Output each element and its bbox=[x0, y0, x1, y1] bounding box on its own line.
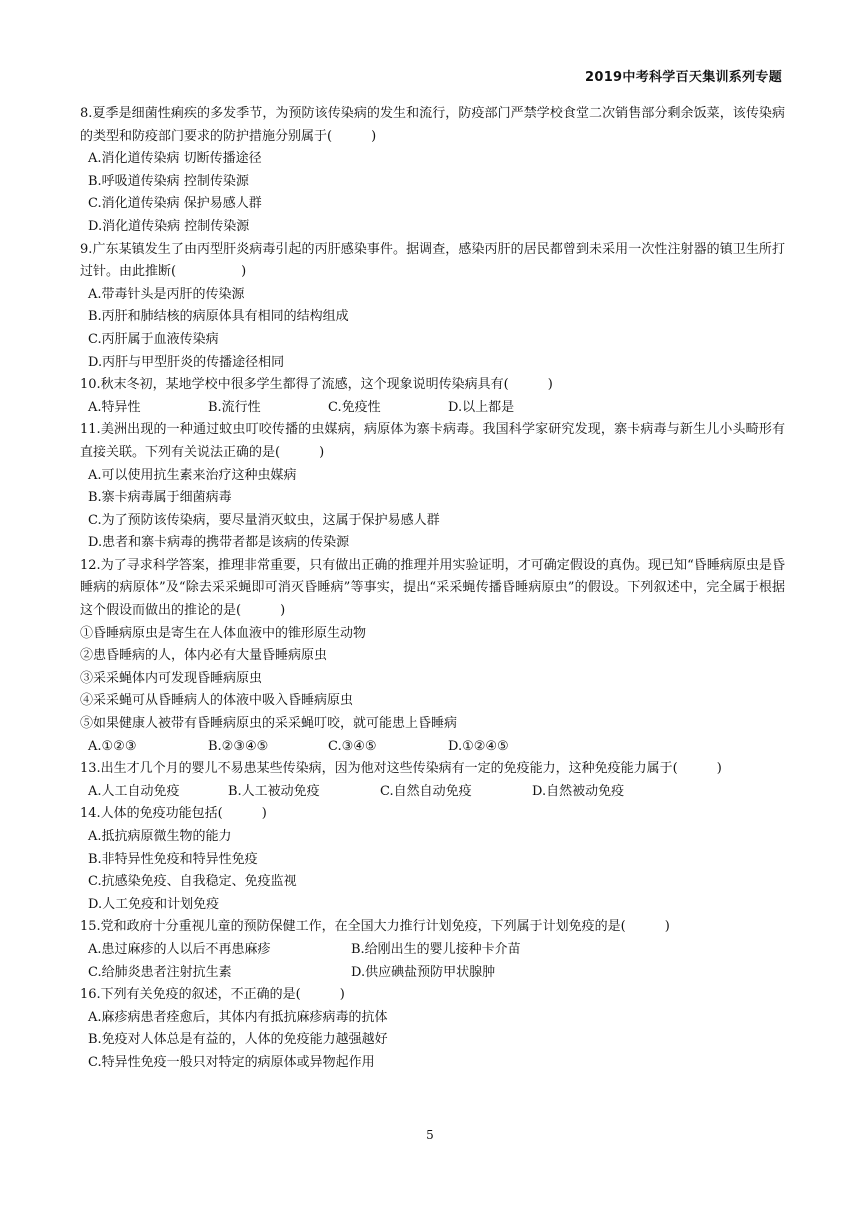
option-c: C.特异性免疫一般只对特定的病原体或异物起作用 bbox=[88, 1054, 375, 1070]
option-d: D.丙肝与甲型肝炎的传播途径相同 bbox=[88, 354, 285, 370]
option-a: A.抵抗病原微生物的能力 bbox=[88, 829, 232, 844]
option-b: B.②③④⑤ bbox=[208, 738, 269, 754]
option-c: C.给肺炎患者注射抗生素 bbox=[88, 964, 232, 980]
page-header: 2019中考科学百天集训系列专题 bbox=[585, 70, 782, 85]
option-c: C.丙肝属于血液传染病 bbox=[88, 331, 219, 347]
question-11 bbox=[80, 419, 785, 555]
option-a: A.①②③ bbox=[88, 738, 137, 754]
option-b: B.给刚出生的婴儿接种卡介苗 bbox=[351, 941, 521, 957]
option-a: A.麻疹病患者痊愈后，其体内有抵抗麻疹病毒的抗体 bbox=[88, 1009, 388, 1025]
option-c: C.③④⑤ bbox=[328, 738, 377, 754]
options-row bbox=[80, 736, 785, 759]
question-stem: 16.下列有关免疫的叙述，不正确的是( ) bbox=[80, 987, 345, 1003]
options-row bbox=[80, 397, 785, 420]
question-stem: 10.秋末冬初，某地学校中很多学生都得了流感，这个现象说明传染病具有( ) bbox=[80, 377, 553, 393]
option-a: A.可以使用抗生素来治疗这种虫媒病 bbox=[88, 467, 297, 483]
options-row bbox=[80, 962, 785, 985]
option-a: A.特异性 bbox=[88, 399, 141, 415]
option-a: A.人工自动免疫 bbox=[88, 783, 180, 799]
question-12 bbox=[80, 555, 785, 758]
option-b: B.免疫对人体总是有益的，人体的免疫能力越强越好 bbox=[88, 1032, 388, 1048]
statement-4: ④采采蝇可从昏睡病人的体液中吸入昏睡病原虫 bbox=[80, 693, 354, 709]
option-d: D.消化道传染病 控制传染源 bbox=[88, 218, 250, 234]
option-b: B.人工被动免疫 bbox=[228, 783, 320, 799]
question-14 bbox=[80, 803, 785, 916]
option-a: A.带毒针头是丙肝的传染源 bbox=[88, 286, 245, 302]
option-d: D.人工免疫和计划免疫 bbox=[88, 896, 220, 912]
question-stem: 9.广东某镇发生了由丙型肝炎病毒引起的丙肝感染事件。据调查，感染丙肝的居民都曾到未采用一次性注射器的镇卫生所打过针。由此推断( ) bbox=[80, 241, 785, 280]
question-15 bbox=[80, 916, 785, 984]
question-stem: 8.夏季是细菌性痢疾的多发季节，为预防该传染病的发生和流行，防疫部门严禁学校食堂二次销售部分剩余饭菜，该传染病的类型和防疫部门要求的防护措施分别属于( ) bbox=[80, 106, 785, 144]
option-d: D.①②④⑤ bbox=[448, 738, 509, 754]
option-b: B.流行性 bbox=[208, 399, 261, 415]
question-8 bbox=[80, 103, 785, 239]
question-13 bbox=[80, 758, 785, 803]
question-stem: 14.人体的免疫功能包括( ) bbox=[80, 806, 267, 822]
option-a: A.消化道传染病 切断传播途径 bbox=[88, 151, 262, 167]
option-b: B.呼吸道传染病 控制传染源 bbox=[88, 173, 249, 189]
option-b: B.丙肝和肺结核的病原体具有相同的结构组成 bbox=[88, 309, 349, 325]
question-stem: 12.为了寻求科学答案，推理非常重要，只有做出正确的推理并用实验证明，才可确定假设的真伪。现已知“昏睡病原虫是昏睡病的病原体”及“除去采采蝇即可消灭昏睡病”等事实，提出“采采蝇传播昏睡病原虫”的假设。下列叙述中，完全属于根据这个假设而做出的推论的是( ) bbox=[80, 557, 785, 619]
statement-2: ②患昏睡病的人，体内必有大量昏睡病原虫 bbox=[80, 648, 328, 664]
question-16 bbox=[80, 984, 785, 1074]
question-stem: 11.美洲出现的一种通过蚊虫叮咬传播的虫媒病，病原体为寨卡病毒。我国科学家研究发现，寨卡病毒与新生儿小头畸形有直接关联。下列有关说法正确的是( ) bbox=[80, 422, 785, 460]
question-stem: 15.党和政府十分重视儿童的预防保健工作，在全国大力推行计划免疫，下列属于计划免疫的是( ) bbox=[80, 919, 670, 935]
option-c: C.免疫性 bbox=[328, 399, 381, 415]
option-d: D.以上都是 bbox=[448, 399, 515, 415]
question-stem: 13.出生才几个月的婴儿不易患某些传染病，因为他对这些传染病有一定的免疫能力，这种免疫能力属于( ) bbox=[80, 761, 722, 777]
option-a: A.患过麻疹的人以后不再患麻疹 bbox=[88, 941, 271, 957]
statement-5: ⑤如果健康人被带有昏睡病原虫的采采蝇叮咬，就可能患上昏睡病 bbox=[80, 716, 458, 732]
option-c: C.为了预防该传染病，要尽量消灭蚊虫，这属于保护易感人群 bbox=[88, 512, 440, 528]
option-c: C.消化道传染病 保护易感人群 bbox=[88, 196, 262, 212]
option-d: D.自然被动免疫 bbox=[532, 783, 625, 799]
question-list bbox=[80, 103, 785, 1075]
statement-3: ③采采蝇体内可发现昏睡病原虫 bbox=[80, 670, 263, 686]
option-b: B.非特异性免疫和特异性免疫 bbox=[88, 851, 258, 867]
statement-1: ①昏睡病原虫是寄生在人体血液中的锥形原生动物 bbox=[80, 625, 367, 641]
option-b: B.寨卡病毒属于细菌病毒 bbox=[88, 490, 232, 506]
question-9 bbox=[80, 239, 785, 375]
option-d: D.供应碘盐预防甲状腺肿 bbox=[351, 964, 496, 980]
options-row bbox=[80, 939, 785, 962]
option-d: D.患者和寨卡病毒的携带者都是该病的传染源 bbox=[88, 535, 350, 551]
options-row bbox=[80, 781, 785, 804]
page-number: 5 bbox=[426, 1128, 434, 1142]
option-c: C.抗感染免疫、自我稳定、免疫监视 bbox=[88, 874, 297, 890]
option-c: C.自然自动免疫 bbox=[380, 783, 472, 799]
question-10 bbox=[80, 374, 785, 419]
